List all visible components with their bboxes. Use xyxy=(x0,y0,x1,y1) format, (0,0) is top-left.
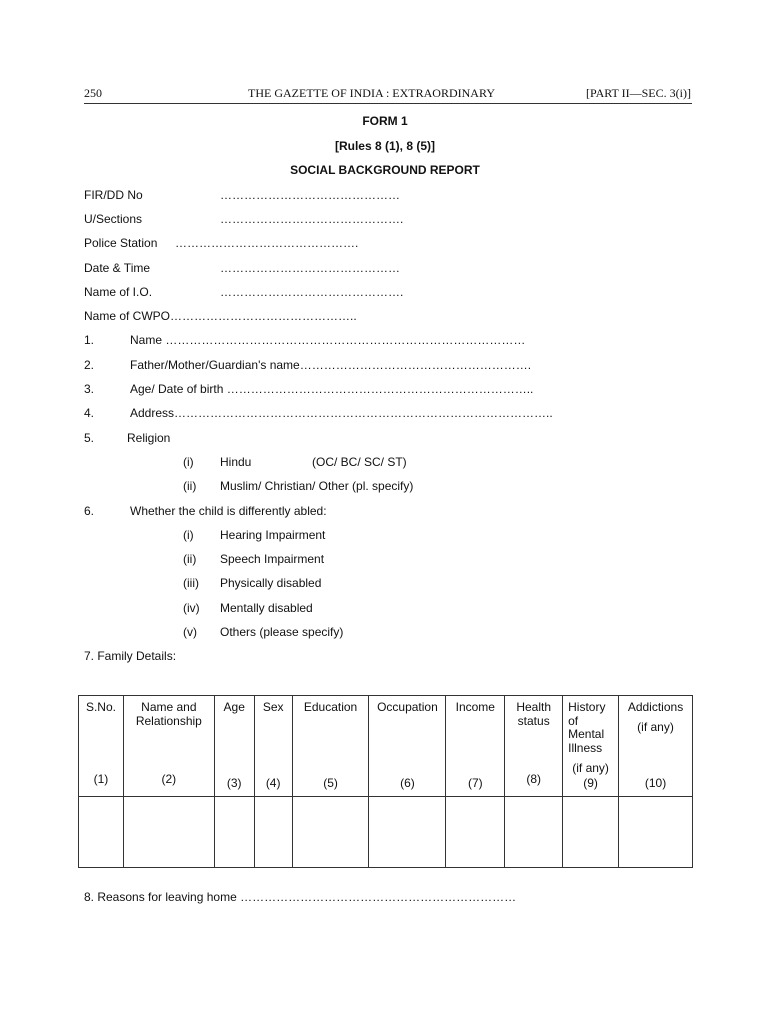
column-header-sex xyxy=(254,696,292,797)
item-guardian-name: Father/Mother/Guardian's name…………………………………………………. xyxy=(130,358,532,372)
abled-option-speech: Speech Impairment xyxy=(220,552,325,566)
item-number: 4. xyxy=(84,406,95,420)
abled-option-others: Others (please specify) xyxy=(220,625,344,639)
field-label-cwpo: Name of CWPO xyxy=(84,309,171,323)
table-header-row xyxy=(79,696,693,797)
column-header-income xyxy=(446,696,505,797)
field-label-fir: FIR/DD No xyxy=(84,188,143,202)
table-cell[interactable] xyxy=(292,797,369,868)
column-label: Income xyxy=(455,700,495,714)
column-number: (4) xyxy=(265,776,281,790)
item-number: 3. xyxy=(84,382,95,396)
family-details-heading: 7. Family Details: xyxy=(84,649,177,663)
field-dots-date-time: ……………………………………… xyxy=(220,261,400,275)
column-header-addictions xyxy=(619,696,693,797)
column-header-health-status xyxy=(505,696,563,797)
column-label: Age xyxy=(223,700,245,714)
report-title: SOCIAL BACKGROUND REPORT xyxy=(290,163,480,177)
option-number: (i) xyxy=(183,528,194,542)
part-section: [PART II—SEC. 3(i)] xyxy=(586,86,691,100)
option-number: (ii) xyxy=(183,479,197,493)
table-cell[interactable] xyxy=(505,797,563,868)
item-religion: Religion xyxy=(127,431,171,445)
table-cell[interactable] xyxy=(619,797,693,868)
page-number: 250 xyxy=(84,86,102,100)
column-header-mental-illness xyxy=(563,696,619,797)
column-label: Education xyxy=(303,700,358,714)
field-dots-cwpo: ……………………………………….. xyxy=(170,309,357,323)
column-label: Name and Relationship xyxy=(135,700,202,728)
option-number: (i) xyxy=(183,455,194,469)
column-header-sno xyxy=(79,696,124,797)
item-address: Address………………………………………………………………………………….. xyxy=(130,406,553,420)
table-cell[interactable] xyxy=(123,797,214,868)
abled-option-hearing: Hearing Impairment xyxy=(220,528,326,542)
form-title: FORM 1 xyxy=(362,114,408,128)
field-dots-sections: ………………………………………. xyxy=(220,212,404,226)
item-differently-abled: Whether the child is differently abled: xyxy=(130,504,327,518)
abled-option-physical: Physically disabled xyxy=(220,576,322,590)
column-header-age xyxy=(214,696,254,797)
reasons-leaving-home: 8. Reasons for leaving home …………………………………………………………… xyxy=(84,890,517,904)
table-cell[interactable] xyxy=(79,797,124,868)
table-cell[interactable] xyxy=(369,797,446,868)
column-label: Health status xyxy=(516,700,552,728)
table-cell[interactable] xyxy=(214,797,254,868)
column-label: S.No. xyxy=(85,700,116,714)
column-label: Occupation xyxy=(377,700,438,714)
column-number: (5) xyxy=(323,776,338,790)
abled-option-mental: Mentally disabled xyxy=(220,601,313,615)
column-number: (3) xyxy=(226,776,242,790)
item-number: 5. xyxy=(84,431,95,445)
family-details-table xyxy=(78,695,693,868)
column-label: History of Mental Illness xyxy=(568,700,606,755)
table-cell[interactable] xyxy=(563,797,619,868)
item-number: 2. xyxy=(84,358,95,372)
table-cell[interactable] xyxy=(446,797,505,868)
column-label-extra: (if any) xyxy=(637,720,674,734)
item-number: 1. xyxy=(84,333,95,347)
column-header-education xyxy=(292,696,369,797)
option-number: (ii) xyxy=(183,552,197,566)
field-dots-io: ………………………………………. xyxy=(220,285,404,299)
religion-option-other: Muslim/ Christian/ Other (pl. specify) xyxy=(220,479,414,493)
gazette-title: THE GAZETTE OF INDIA : EXTRAORDINARY xyxy=(248,86,495,100)
item-number: 6. xyxy=(84,504,95,518)
field-label-sections: U/Sections xyxy=(84,212,143,226)
column-header-name-relationship xyxy=(123,696,214,797)
item-name: Name ……………………………………………………………………………… xyxy=(130,333,526,347)
table-row xyxy=(79,797,693,868)
option-number: (v) xyxy=(183,625,197,639)
column-number: (6) xyxy=(400,776,415,790)
religion-option-hindu: Hindu xyxy=(220,455,252,469)
option-number: (iv) xyxy=(183,601,200,615)
column-number: (7) xyxy=(467,776,483,790)
field-dots-police-station: ………………………………………. xyxy=(175,236,359,250)
column-label: Addictions xyxy=(627,700,684,714)
option-number: (iii) xyxy=(183,576,199,590)
header-rule xyxy=(84,103,692,104)
column-number: (9) xyxy=(583,776,598,790)
table-cell[interactable] xyxy=(254,797,292,868)
column-header-occupation xyxy=(369,696,446,797)
form-rules: [Rules 8 (1), 8 (5)] xyxy=(334,139,436,153)
column-number: (1) xyxy=(93,772,109,786)
field-label-police-station: Police Station xyxy=(84,236,158,250)
field-label-io: Name of I.O. xyxy=(84,285,153,299)
column-label-extra: (if any) xyxy=(572,761,609,775)
column-number: (8) xyxy=(526,772,542,786)
religion-option-hindu-categories: (OC/ BC/ SC/ ST) xyxy=(312,455,407,469)
item-age-dob: Age/ Date of birth ………………………………………………………………….. xyxy=(130,382,534,396)
column-label: Sex xyxy=(262,700,284,714)
field-label-date-time: Date & Time xyxy=(84,261,151,275)
field-dots-fir: ……………………………………… xyxy=(220,188,400,202)
column-number: (10) xyxy=(644,776,667,790)
field-name-cwpo xyxy=(84,309,357,323)
column-number: (2) xyxy=(161,772,177,786)
